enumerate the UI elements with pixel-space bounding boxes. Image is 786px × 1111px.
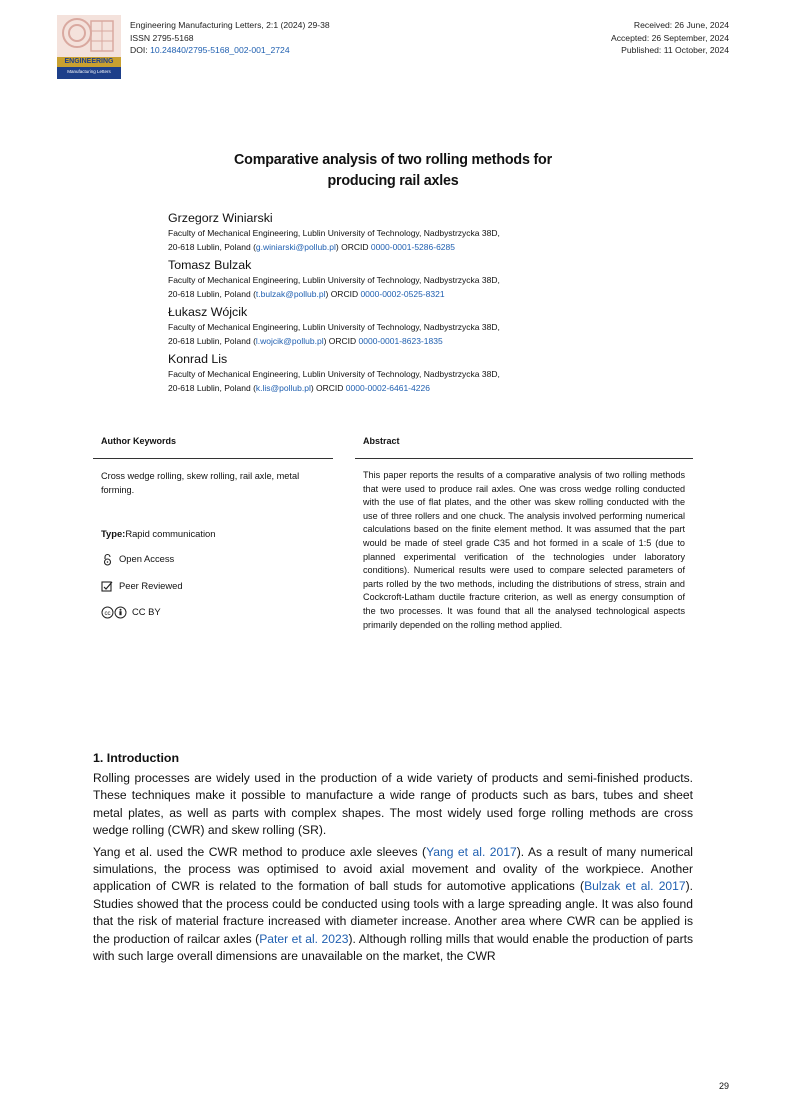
body-text bbox=[93, 770, 693, 969]
abstract-divider bbox=[355, 458, 693, 459]
author-affiliation bbox=[168, 368, 638, 395]
article-type bbox=[101, 527, 215, 541]
affiliation-address: 20-618 Lublin, Poland ( bbox=[168, 382, 256, 393]
page-number: 29 bbox=[718, 1081, 729, 1091]
affiliation-line: Faculty of Mechanical Engineering, Lublin University of Technology, Nadbystrzycka 38D, bbox=[168, 369, 500, 379]
affiliation-address: 20-618 Lublin, Poland ( bbox=[168, 241, 256, 252]
author-orcid-link[interactable]: 0000-0002-0525-8321 bbox=[360, 288, 445, 299]
affiliation-contact bbox=[168, 288, 638, 302]
paper-title bbox=[150, 150, 636, 192]
keywords-text: Cross wedge rolling, skew rolling, rail axle, metal forming. bbox=[101, 471, 300, 495]
author-affiliation bbox=[168, 274, 638, 301]
affiliation-line: Faculty of Mechanical Engineering, Lublin University of Technology, Nadbystrzycka 38D, bbox=[168, 228, 500, 238]
journal-doi bbox=[130, 44, 330, 57]
edit-check-icon bbox=[101, 580, 114, 593]
author-orcid-link[interactable]: 0000-0002-6461-4226 bbox=[345, 382, 430, 393]
author-orcid-link[interactable]: 0000-0001-8623-1835 bbox=[358, 335, 443, 346]
license-label: CC BY bbox=[132, 606, 161, 617]
paragraph-text: ). Although rolling mills that would enable the production of parts with such large overall dimensions are unavailable on the market, the CWR bbox=[93, 931, 694, 964]
svg-text:cc: cc bbox=[104, 610, 111, 617]
author-list bbox=[168, 209, 638, 397]
accepted-date: Accepted: 26 September, 2024 bbox=[610, 32, 729, 43]
title-line-2: producing rail axles bbox=[327, 173, 459, 189]
open-access-line bbox=[101, 552, 174, 566]
paragraph-text: Yang et al. used the CWR method to produce axle sleeves ( bbox=[93, 844, 427, 859]
author-email-link[interactable]: g.winiarski@pollub.pl bbox=[255, 241, 336, 252]
title-line-1: Comparative analysis of two rolling methods for bbox=[234, 152, 552, 168]
journal-logo[interactable] bbox=[57, 15, 121, 79]
paragraph bbox=[93, 844, 693, 966]
author-name: Łukasz Wójcik bbox=[168, 305, 248, 319]
orcid-label: ) ORCID bbox=[335, 241, 371, 252]
logo-subtext: Manufacturing Letters bbox=[67, 69, 111, 74]
open-lock-icon bbox=[101, 553, 114, 566]
orcid-label: ) ORCID bbox=[325, 288, 361, 299]
author-name: Grzegorz Winiarski bbox=[168, 211, 273, 225]
orcid-label: ) ORCID bbox=[310, 382, 346, 393]
author-email-link[interactable]: l.wojcik@pollub.pl bbox=[255, 335, 324, 346]
citation-link[interactable]: Bulzak et al. 2017 bbox=[584, 879, 686, 894]
creative-commons-icon bbox=[101, 606, 127, 619]
journal-issn: ISSN 2795-5168 bbox=[130, 32, 194, 43]
doi-label: DOI: bbox=[130, 45, 151, 55]
received-date: Received: 26 June, 2024 bbox=[633, 20, 729, 30]
peer-reviewed-line bbox=[101, 579, 183, 593]
journal-citation: Engineering Manufacturing Letters, 2:1 (2024) 29-38 bbox=[130, 20, 330, 30]
affiliation-line: Faculty of Mechanical Engineering, Lublin University of Technology, Nadbystrzycka 38D, bbox=[168, 322, 500, 332]
author-affiliation bbox=[168, 321, 638, 348]
peer-reviewed-label: Peer Reviewed bbox=[119, 580, 183, 591]
type-label: Type: bbox=[101, 528, 126, 539]
paragraph-text: ). Studies showed that the process could be conducted using tools with a large spreading angle. It was also found that the risk of material fracture increased with diameter increase. Another area where CWR can be applied is the production of railcar axles ( bbox=[93, 879, 693, 946]
author-block bbox=[168, 209, 638, 254]
keywords-heading: Author Keywords bbox=[101, 436, 177, 446]
affiliation-address: 20-618 Lublin, Poland ( bbox=[168, 335, 256, 346]
author-orcid-link[interactable]: 0000-0001-5286-6285 bbox=[370, 241, 455, 252]
author-block bbox=[168, 256, 638, 301]
orcid-label: ) ORCID bbox=[323, 335, 359, 346]
author-email-link[interactable]: k.lis@pollub.pl bbox=[255, 382, 311, 393]
author-block bbox=[168, 350, 638, 395]
author-block bbox=[168, 303, 638, 348]
open-access-label: Open Access bbox=[119, 553, 175, 564]
license-line[interactable] bbox=[101, 605, 161, 619]
paragraph-text: ). As a result of many numerical simulations, the process was optimised to avoid axial movement and ovality of the workpiece. Another application of CWR is related to the formation of ball studs for automotive applications ( bbox=[93, 844, 693, 894]
affiliation-contact bbox=[168, 241, 638, 255]
published-date: Published: 11 October, 2024 bbox=[621, 45, 729, 55]
doi-link[interactable]: 10.24840/2795-5168_002-001_2724 bbox=[150, 45, 290, 55]
author-name: Tomasz Bulzak bbox=[168, 258, 252, 272]
citation-link[interactable]: Yang et al. 2017 bbox=[426, 844, 517, 859]
author-name: Konrad Lis bbox=[168, 352, 228, 366]
section-heading-introduction: 1. Introduction bbox=[93, 751, 180, 765]
affiliation-address: 20-618 Lublin, Poland ( bbox=[168, 288, 256, 299]
affiliation-contact bbox=[168, 335, 638, 349]
abstract-heading: Abstract bbox=[363, 436, 400, 446]
logo-text: ENGINEERING bbox=[64, 58, 114, 65]
journal-info bbox=[130, 19, 330, 57]
abstract-text: This paper reports the results of a comparative analysis of two rolling methods that were used to produce rail axles. One was cross wedge rolling conducted with the use of flat plates, and the other was skew rolling conducted with the use of three rollers and one chuck. The analysis involved performing numerical calculations based on the finite element method. It was assumed that the part would be made of steel grade C35 and hot formed in a scale of 1:5 (due to planned experimental verification of the technologies under laboratory conditions). Numerical results were used to compare selected parameters of parts rolled by the two methods, including the distributions of stress, strain and Cockcroft-Latham ductile fracture criterion, as well as energy consumption of the two processes. It was found that all the analysed technological aspects primarily depended on the rolling method applied. bbox=[363, 470, 685, 630]
keywords-divider bbox=[93, 458, 333, 459]
citation-link[interactable]: Pater et al. 2023 bbox=[259, 931, 349, 946]
paragraph: Rolling processes are widely used in the production of a wide variety of products and semi-finished products. These techniques make it possible to manufacture a wide range of products such as bars, tubes and sheet metal plates, as well as parts with complex shapes. The most widely used forge rolling methods are cross wedge rolling (CWR) and skew rolling (SR). bbox=[93, 771, 693, 838]
affiliation-line: Faculty of Mechanical Engineering, Lublin University of Technology, Nadbystrzycka 38D, bbox=[168, 275, 500, 285]
type-value: Rapid communication bbox=[125, 528, 216, 539]
affiliation-contact bbox=[168, 382, 638, 396]
publication-dates bbox=[611, 19, 729, 57]
author-email-link[interactable]: t.bulzak@pollub.pl bbox=[255, 288, 326, 299]
author-affiliation bbox=[168, 227, 638, 254]
